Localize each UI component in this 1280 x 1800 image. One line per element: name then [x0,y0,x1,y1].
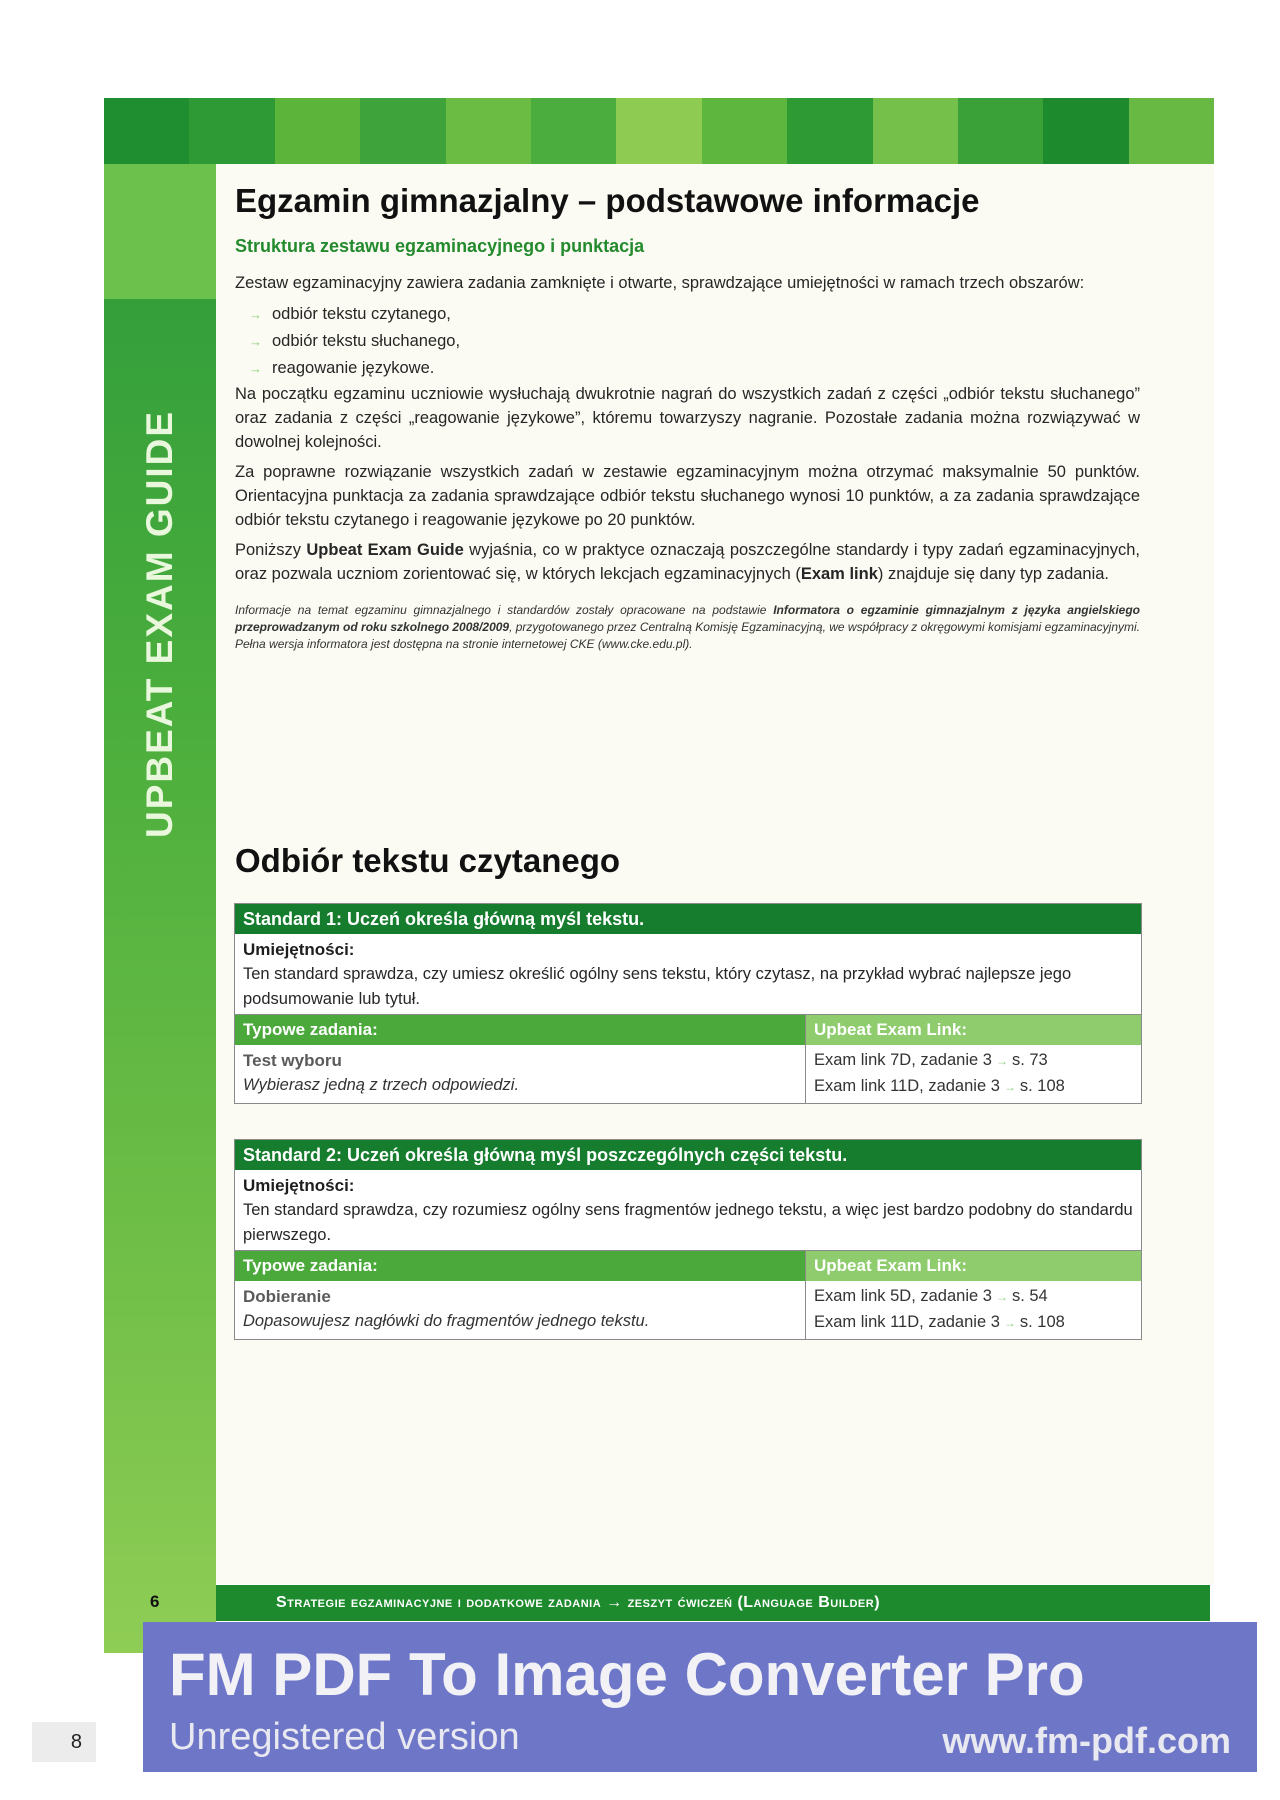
task-row [235,1250,1141,1339]
intro-subtitle: Struktura zestawu egzaminacyjnego i punktacja [235,236,645,256]
arrow-icon: → [249,361,262,376]
sidebar-band [104,164,216,299]
band-segment [360,98,445,164]
exam-link: Exam link 11D, zadanie 3 → s. 108 [814,1313,1065,1331]
arrow-icon: → [249,334,262,349]
skills-text: Ten standard sprawdza, czy rozumiesz ogólny sens fragmentów jednego tekstu, a więc jest bardzo podobny do standardu pierwszego. [243,1201,1133,1244]
page-title: Egzamin gimnazjalny – podstawowe informacje [235,182,980,219]
section-title: Odbiór tekstu czytanego [235,842,621,879]
links-header: Upbeat Exam Link: [806,1015,1141,1045]
footnote: Informacje na temat egzaminu gimnazjalnego i standardów zostały opracowane na podstawie Informatora o egzaminie gimnazjalnym z języka angielskiego przeprowadzanym od roku szkolnego 2008/2009, przygotowanego przez Centralną Komisję Egzaminacyjną, we współpracy z okręgowymi komisjami egzaminacyjnymi. Pełna wersja informatora jest dostępna na stronie internetowej CKE (www.cke.edu.pl). [235,603,1141,651]
band-segment [616,98,701,164]
intro-paragraph-4: Poniższy Upbeat Exam Guide wyjaśnia, co w praktyce oznaczają poszczególne standardy i typy zadań egzaminacyjnych, oraz pozwala uczniom zorientować się, w których lekcjach egzaminacyjnych (Exam link) znajduje się dany typ zadania. [235,541,1140,583]
task-row [235,1014,1141,1103]
band-segment [446,98,531,164]
bullet-item: → odbiór tekstu czytanego, [249,305,451,323]
skills-label: Umiejętności: [243,1176,355,1195]
band-segment [873,98,958,164]
arrow-icon: → [995,1290,1008,1304]
band-segment [787,98,872,164]
bullet-item: → odbiór tekstu słuchanego, [249,332,461,350]
band-segment [702,98,787,164]
footer-bar: Strategie egzaminacyjne i dodatkowe zadania → zeszyt ćwiczeń (Language Builder) [216,1585,1210,1621]
links-column [806,1251,1141,1339]
bullet-item: → reagowanie językowe. [249,359,435,377]
standard-heading: Standard 2: Uczeń określa główną myśl poszczególnych części tekstu. [235,1140,1141,1170]
arrow-icon: → [995,1054,1008,1068]
band-segment [958,98,1043,164]
intro-paragraph-1: Zestaw egzaminacyjny zawiera zadania zamknięte i otwarte, sprawdzające umiejętności w ramach trzech obszarów: [235,274,1085,292]
watermark-title: FM PDF To Image Converter Pro [169,1641,1085,1708]
standard-heading: Standard 1: Uczeń określa główną myśl tekstu. [235,904,1141,934]
viewer-page-number: 8 [32,1722,96,1762]
bullet-list [235,301,1140,382]
task-description: Dopasowujesz nagłówki do fragmentów jednego tekstu. [243,1312,650,1330]
arrow-icon: → [1003,1316,1016,1330]
page-number: 6 [150,1592,160,1611]
exam-link: Exam link 11D, zadanie 3 → s. 108 [814,1077,1065,1095]
band-segment [189,98,274,164]
exam-link: Exam link 7D, zadanie 3 → s. 73 [814,1051,1048,1069]
intro-paragraph-2: Na początku egzaminu uczniowie wysłuchają dwukrotnie nagrań do wszystkich zadań z części „odbiór tekstu słuchanego” oraz zadania z części „reagowanie językowe”, któremu towarzyszy nagranie. Pozostałe zadania można rozwiązywać w dowolnej kolejności. [235,385,1140,451]
links-header: Upbeat Exam Link: [806,1251,1141,1281]
arrow-icon: → [1003,1080,1016,1094]
skills-block [235,1170,1141,1250]
arrow-icon: → [606,1594,623,1611]
arrow-icon: → [249,307,262,322]
tasks-header: Typowe zadania: [235,1015,805,1045]
skills-label: Umiejętności: [243,940,355,959]
watermark-url: www.fm-pdf.com [942,1720,1231,1761]
sidebar-title: UPBEAT EXAM GUIDE [139,409,180,839]
band-segment [1043,98,1128,164]
band-segment [531,98,616,164]
tasks-column [235,1251,806,1339]
skills-text: Ten standard sprawdza, czy umiesz określić ogólny sens tekstu, który czytasz, na przykład wybrać najlepsze jego podsumowanie lub tytuł. [243,965,1072,1008]
intro-section [235,180,1140,653]
band-segment [275,98,360,164]
band-segment [1129,98,1214,164]
exam-link: Exam link 5D, zadanie 3 → s. 54 [814,1287,1048,1305]
band-segment [104,98,189,164]
watermark-banner [143,1622,1257,1772]
task-name: Test wyboru [243,1051,342,1070]
standard-box-2 [234,1139,1142,1340]
standard-box-1 [234,903,1142,1104]
sidebar [104,164,216,1653]
task-name: Dobieranie [243,1287,331,1306]
watermark-subtitle: Unregistered version [169,1716,520,1758]
skills-block [235,934,1141,1014]
intro-paragraph-3: Za poprawne rozwiązanie wszystkich zadań w zestawie egzaminacyjnym można otrzymać maksymalnie 50 punktów. Orientacyjna punktacja za zadania sprawdzające odbiór tekstu słuchanego wynosi 10 punktów, a za zadania sprawdzające odbiór tekstu czytanego i reagowanie językowe po 20 punktów. [235,463,1140,529]
tasks-header: Typowe zadania: [235,1251,805,1281]
links-column [806,1015,1141,1103]
tasks-column [235,1015,806,1103]
header-color-band [104,98,1214,164]
task-description: Wybierasz jedną z trzech odpowiedzi. [243,1076,520,1094]
